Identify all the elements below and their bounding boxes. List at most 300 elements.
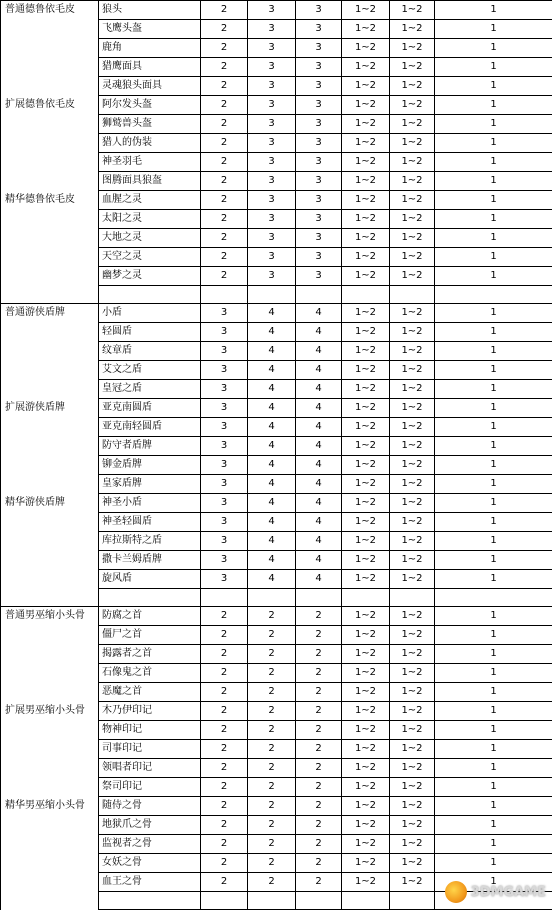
stat-cell: 2 (248, 873, 296, 892)
stat-cell: 2 (201, 134, 248, 153)
stat-cell: 3 (248, 20, 296, 39)
stat-cell: 1~2 (390, 210, 435, 229)
stat-cell: 2 (201, 835, 248, 854)
stat-cell: 1~2 (390, 607, 435, 626)
table-row (1, 797, 552, 816)
stat-cell: 3 (201, 342, 248, 361)
stat-cell: 2 (201, 740, 248, 759)
item-name-cell: 木乃伊印记 (99, 702, 201, 721)
table-row (1, 437, 552, 456)
stat-cell: 3 (201, 361, 248, 380)
stat-cell: 1~2 (390, 759, 435, 778)
table-row (1, 399, 552, 418)
stat-cell: 2 (201, 96, 248, 115)
item-name-cell: 轻圆盾 (99, 323, 201, 342)
stat-cell: 1~2 (342, 702, 390, 721)
table-row (1, 721, 552, 740)
stat-cell: 1 (435, 645, 552, 664)
stat-cell: 1~2 (342, 342, 390, 361)
stat-cell: 2 (296, 702, 342, 721)
stat-cell: 4 (296, 437, 342, 456)
stat-cell: 3 (248, 153, 296, 172)
item-name-cell: 神圣羽毛 (99, 153, 201, 172)
stat-cell: 1~2 (390, 39, 435, 58)
stat-cell: 1~2 (390, 513, 435, 532)
stat-cell: 4 (296, 399, 342, 418)
empty-cell (201, 286, 248, 304)
item-name-cell: 太阳之灵 (99, 210, 201, 229)
stat-cell: 2 (201, 626, 248, 645)
stat-cell: 1~2 (342, 835, 390, 854)
stat-cell: 2 (296, 873, 342, 892)
stat-cell: 3 (248, 229, 296, 248)
stat-cell: 1 (435, 835, 552, 854)
category-cell: 扩展游侠盾牌 (1, 399, 99, 418)
empty-cell (342, 892, 390, 910)
item-name-cell: 铆金盾牌 (99, 456, 201, 475)
stat-cell: 1~2 (390, 342, 435, 361)
stat-cell: 1~2 (342, 229, 390, 248)
table-row (1, 229, 552, 248)
item-name-cell: 猎人的伪装 (99, 134, 201, 153)
empty-cell (248, 286, 296, 304)
stat-cell: 2 (248, 683, 296, 702)
stat-cell: 1 (435, 342, 552, 361)
category-empty-cell (1, 778, 99, 797)
stat-cell: 1~2 (342, 77, 390, 96)
stat-cell: 2 (248, 607, 296, 626)
stat-cell: 1~2 (342, 399, 390, 418)
stat-cell: 1~2 (390, 626, 435, 645)
stat-cell: 1~2 (390, 96, 435, 115)
category-empty-cell (1, 153, 99, 172)
category-cell: 精华男巫缩小头骨 (1, 797, 99, 816)
stat-cell: 1 (435, 58, 552, 77)
stat-cell: 1 (435, 532, 552, 551)
stat-cell: 4 (296, 570, 342, 589)
stat-cell: 1~2 (342, 626, 390, 645)
stat-cell: 1 (435, 607, 552, 626)
stat-cell: 1 (435, 759, 552, 778)
stat-cell: 3 (248, 267, 296, 286)
stat-cell: 3 (201, 513, 248, 532)
stat-cell: 1 (435, 456, 552, 475)
table-row (1, 740, 552, 759)
stat-cell: 1 (435, 267, 552, 286)
category-empty-cell (1, 740, 99, 759)
category-empty-cell (1, 437, 99, 456)
table-row (1, 513, 552, 532)
stat-cell: 2 (296, 835, 342, 854)
stat-cell: 1 (435, 494, 552, 513)
stat-cell: 4 (296, 532, 342, 551)
category-empty-cell (1, 418, 99, 437)
stat-cell: 3 (296, 77, 342, 96)
stat-cell: 2 (201, 191, 248, 210)
item-name-cell: 神圣小盾 (99, 494, 201, 513)
stat-cell: 2 (201, 778, 248, 797)
category-empty-cell (1, 172, 99, 191)
stat-cell: 4 (296, 513, 342, 532)
category-cell: 精华德鲁依毛皮 (1, 191, 99, 210)
stat-cell: 1~2 (390, 702, 435, 721)
table-row (1, 816, 552, 835)
table-row (1, 210, 552, 229)
stat-cell: 4 (248, 456, 296, 475)
stat-cell: 1~2 (342, 267, 390, 286)
stat-cell: 1~2 (342, 248, 390, 267)
category-empty-cell (1, 361, 99, 380)
item-name-cell: 飞鹰头盔 (99, 20, 201, 39)
stat-cell: 3 (201, 551, 248, 570)
stat-cell: 1 (435, 380, 552, 399)
stat-cell: 1~2 (342, 532, 390, 551)
table-row (1, 664, 552, 683)
stat-cell: 4 (296, 323, 342, 342)
stat-cell: 1~2 (342, 115, 390, 134)
stat-cell: 1~2 (342, 191, 390, 210)
stat-cell: 3 (248, 172, 296, 191)
empty-cell (248, 892, 296, 910)
stat-cell: 4 (248, 418, 296, 437)
stat-cell: 1~2 (390, 816, 435, 835)
empty-cell (435, 286, 552, 304)
stat-cell: 3 (201, 323, 248, 342)
empty-cell (296, 589, 342, 607)
stat-cell: 1 (435, 437, 552, 456)
stat-cell: 1~2 (342, 418, 390, 437)
item-name-cell: 库拉斯特之盾 (99, 532, 201, 551)
table-row (1, 835, 552, 854)
item-name-cell: 血腥之灵 (99, 191, 201, 210)
item-name-cell: 亚克南圆盾 (99, 399, 201, 418)
stat-cell: 1~2 (342, 721, 390, 740)
table-row (1, 96, 552, 115)
category-empty-cell (1, 759, 99, 778)
stat-cell: 1~2 (342, 20, 390, 39)
empty-cell (1, 589, 99, 607)
category-empty-cell (1, 210, 99, 229)
table-row (1, 551, 552, 570)
stat-cell: 2 (201, 58, 248, 77)
stat-cell: 4 (248, 304, 296, 323)
stat-cell: 3 (201, 418, 248, 437)
stat-cell: 3 (296, 191, 342, 210)
stat-cell: 3 (201, 475, 248, 494)
stat-cell: 2 (201, 267, 248, 286)
stat-cell: 1 (435, 513, 552, 532)
stat-cell: 1~2 (342, 304, 390, 323)
item-name-cell: 狮鹫兽头盔 (99, 115, 201, 134)
stat-cell: 1~2 (390, 664, 435, 683)
stat-cell: 1~2 (390, 304, 435, 323)
stat-cell: 1 (435, 399, 552, 418)
stat-cell: 3 (296, 229, 342, 248)
stat-cell: 2 (296, 854, 342, 873)
stat-cell: 1~2 (342, 437, 390, 456)
stat-cell: 2 (248, 854, 296, 873)
stat-cell: 1~2 (342, 39, 390, 58)
stat-cell: 1~2 (342, 759, 390, 778)
item-name-cell: 女妖之骨 (99, 854, 201, 873)
stat-cell: 2 (248, 740, 296, 759)
item-name-cell: 大地之灵 (99, 229, 201, 248)
stat-cell: 1~2 (390, 873, 435, 892)
stat-cell: 1~2 (342, 494, 390, 513)
item-name-cell: 艾文之盾 (99, 361, 201, 380)
category-empty-cell (1, 134, 99, 153)
stat-cell: 1 (435, 191, 552, 210)
item-name-cell: 揭露者之首 (99, 645, 201, 664)
category-empty-cell (1, 513, 99, 532)
stat-cell: 1 (435, 134, 552, 153)
stat-cell: 4 (248, 342, 296, 361)
stat-cell: 3 (201, 399, 248, 418)
stat-cell: 2 (201, 702, 248, 721)
stat-cell: 2 (201, 172, 248, 191)
stat-cell: 1~2 (390, 475, 435, 494)
table-row (1, 323, 552, 342)
stat-cell: 1~2 (342, 797, 390, 816)
stat-cell: 1~2 (342, 380, 390, 399)
category-empty-cell (1, 626, 99, 645)
3dm-logo-icon (445, 881, 467, 903)
stat-cell: 2 (201, 229, 248, 248)
stat-cell: 4 (248, 570, 296, 589)
table-row (1, 267, 552, 286)
item-name-cell: 撒卡兰姆盾牌 (99, 551, 201, 570)
stat-cell: 1~2 (342, 96, 390, 115)
stat-cell: 1~2 (390, 115, 435, 134)
category-cell: 精华游侠盾牌 (1, 494, 99, 513)
category-empty-cell (1, 854, 99, 873)
category-empty-cell (1, 248, 99, 267)
spacer-row (1, 589, 552, 607)
empty-cell (248, 589, 296, 607)
stat-cell: 1 (435, 664, 552, 683)
stat-cell: 2 (248, 626, 296, 645)
stat-cell: 2 (201, 77, 248, 96)
category-cell: 普通德鲁依毛皮 (1, 1, 99, 20)
item-name-cell: 灵魂狼头面具 (99, 77, 201, 96)
item-name-cell: 猎鹰面具 (99, 58, 201, 77)
stat-cell: 2 (248, 645, 296, 664)
empty-cell (390, 589, 435, 607)
stat-cell: 1 (435, 77, 552, 96)
category-empty-cell (1, 39, 99, 58)
stat-cell: 2 (296, 759, 342, 778)
stat-cell: 3 (296, 58, 342, 77)
item-name-cell: 狼头 (99, 1, 201, 20)
item-name-cell: 小盾 (99, 304, 201, 323)
item-name-cell: 随侍之骨 (99, 797, 201, 816)
table-row (1, 570, 552, 589)
stat-cell: 1 (435, 418, 552, 437)
stat-cell: 1~2 (390, 58, 435, 77)
stat-cell: 1~2 (390, 267, 435, 286)
category-empty-cell (1, 77, 99, 96)
stat-cell: 1 (435, 229, 552, 248)
category-empty-cell (1, 816, 99, 835)
stat-cell: 3 (248, 58, 296, 77)
category-empty-cell (1, 323, 99, 342)
item-name-cell: 阿尔发头盔 (99, 96, 201, 115)
table-body (1, 1, 552, 910)
table-row (1, 153, 552, 172)
stat-cell: 1~2 (390, 551, 435, 570)
category-empty-cell (1, 664, 99, 683)
stat-cell: 2 (248, 816, 296, 835)
stat-cell: 1~2 (342, 58, 390, 77)
item-name-cell: 领唱者印记 (99, 759, 201, 778)
stat-cell: 1~2 (390, 1, 435, 20)
stat-cell: 1 (435, 210, 552, 229)
stat-cell: 3 (201, 380, 248, 399)
stat-cell: 1 (435, 778, 552, 797)
stat-cell: 2 (296, 740, 342, 759)
stat-cell: 2 (201, 797, 248, 816)
table-row (1, 494, 552, 513)
stat-cell: 2 (248, 797, 296, 816)
item-name-cell: 恶魔之首 (99, 683, 201, 702)
stat-cell: 4 (296, 418, 342, 437)
stat-cell: 3 (296, 248, 342, 267)
stat-cell: 1~2 (342, 210, 390, 229)
table-row (1, 475, 552, 494)
stat-cell: 2 (201, 39, 248, 58)
stat-cell: 1 (435, 683, 552, 702)
table-row (1, 607, 552, 626)
stat-cell: 2 (296, 721, 342, 740)
item-name-cell: 僵尸之首 (99, 626, 201, 645)
stat-cell: 1~2 (342, 153, 390, 172)
stat-cell: 1~2 (390, 645, 435, 664)
stat-cell: 4 (296, 551, 342, 570)
stat-cell: 4 (248, 475, 296, 494)
stat-cell: 2 (201, 645, 248, 664)
stat-cell: 1 (435, 304, 552, 323)
stat-cell: 1 (435, 115, 552, 134)
stat-cell: 1~2 (390, 835, 435, 854)
table-row (1, 115, 552, 134)
stat-cell: 2 (296, 778, 342, 797)
stat-cell: 1~2 (390, 418, 435, 437)
stat-cell: 4 (248, 361, 296, 380)
empty-cell (296, 286, 342, 304)
stat-cell: 1 (435, 854, 552, 873)
stat-cell: 1 (435, 39, 552, 58)
stat-cell: 4 (248, 532, 296, 551)
table-row (1, 380, 552, 399)
empty-cell (201, 892, 248, 910)
stat-cell: 1~2 (342, 1, 390, 20)
stat-cell: 3 (201, 456, 248, 475)
category-empty-cell (1, 475, 99, 494)
table-row (1, 58, 552, 77)
empty-cell (342, 589, 390, 607)
stat-cell: 2 (201, 607, 248, 626)
stat-cell: 1~2 (390, 248, 435, 267)
stat-cell: 1~2 (342, 854, 390, 873)
stat-cell: 4 (248, 551, 296, 570)
item-name-cell: 旋风盾 (99, 570, 201, 589)
item-name-cell: 地狱爪之骨 (99, 816, 201, 835)
stat-cell: 1 (435, 873, 552, 892)
stat-cell: 1~2 (390, 494, 435, 513)
table-row (1, 361, 552, 380)
stat-cell: 2 (296, 683, 342, 702)
category-empty-cell (1, 380, 99, 399)
stat-cell: 1~2 (390, 854, 435, 873)
table-row (1, 626, 552, 645)
stat-cell: 1~2 (342, 361, 390, 380)
stat-cell: 1 (435, 721, 552, 740)
stat-cell: 2 (201, 664, 248, 683)
stat-cell: 2 (201, 210, 248, 229)
stat-cell: 3 (296, 115, 342, 134)
stat-cell: 3 (296, 1, 342, 20)
stat-cell: 1~2 (342, 664, 390, 683)
stat-cell: 1~2 (342, 172, 390, 191)
stat-cell: 3 (201, 494, 248, 513)
item-name-cell: 防腐之首 (99, 607, 201, 626)
stat-cell: 1 (435, 626, 552, 645)
stat-cell: 4 (248, 380, 296, 399)
stat-cell: 2 (248, 835, 296, 854)
stat-cell: 2 (201, 153, 248, 172)
table-row (1, 532, 552, 551)
stat-cell: 4 (296, 361, 342, 380)
stat-cell: 2 (201, 816, 248, 835)
stat-cell: 3 (296, 134, 342, 153)
stat-cell: 3 (296, 210, 342, 229)
table-row (1, 172, 552, 191)
empty-cell (1, 286, 99, 304)
category-empty-cell (1, 342, 99, 361)
stat-cell: 2 (248, 702, 296, 721)
stat-cell: 3 (296, 39, 342, 58)
stat-cell: 3 (248, 39, 296, 58)
stat-cell: 3 (248, 248, 296, 267)
stat-cell: 1~2 (342, 570, 390, 589)
table-row (1, 1, 552, 20)
stat-cell: 2 (296, 626, 342, 645)
stat-cell: 3 (201, 570, 248, 589)
item-name-cell: 皇家盾牌 (99, 475, 201, 494)
stat-cell: 1~2 (342, 607, 390, 626)
stat-cell: 1~2 (390, 229, 435, 248)
stat-cell: 3 (248, 115, 296, 134)
stat-cell: 2 (201, 721, 248, 740)
stat-cell: 4 (248, 399, 296, 418)
stat-cell: 1~2 (342, 873, 390, 892)
stat-cell: 1~2 (342, 456, 390, 475)
stat-cell: 1~2 (390, 380, 435, 399)
table-row (1, 342, 552, 361)
stat-cell: 4 (296, 475, 342, 494)
stat-cell: 1 (435, 1, 552, 20)
item-name-cell: 幽梦之灵 (99, 267, 201, 286)
stat-cell: 1~2 (390, 361, 435, 380)
stat-cell: 1~2 (390, 570, 435, 589)
stat-cell: 3 (201, 437, 248, 456)
empty-cell (1, 892, 99, 910)
stat-cell: 1~2 (342, 816, 390, 835)
stat-cell: 2 (296, 797, 342, 816)
item-name-cell: 防守者盾牌 (99, 437, 201, 456)
stat-cell: 1 (435, 361, 552, 380)
stat-cell: 1~2 (390, 134, 435, 153)
